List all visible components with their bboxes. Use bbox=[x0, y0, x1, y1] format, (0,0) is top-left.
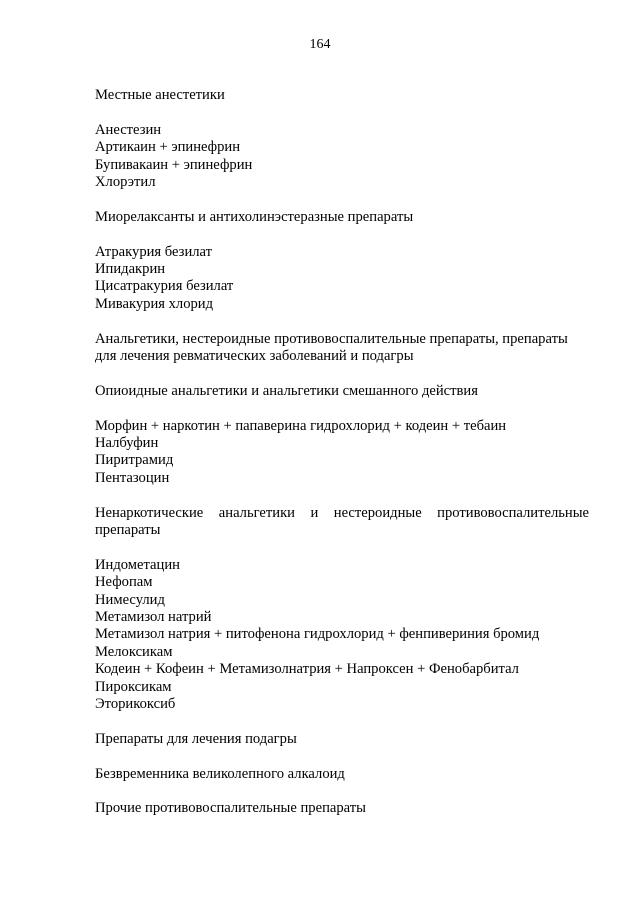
list-item: Мивакурия хлорид bbox=[95, 295, 214, 312]
page-number: 164 bbox=[309, 37, 331, 52]
list-item: Цисатракурия безилат bbox=[95, 278, 234, 295]
section-heading-line bbox=[95, 505, 589, 522]
section-heading-muscle-relaxants: Миорелаксанты и антихолинэстеразные препараты bbox=[95, 208, 414, 225]
list-item: Нимесулид bbox=[95, 591, 165, 608]
list-item: Пентазоцин bbox=[95, 469, 170, 486]
list-item: Анестезин bbox=[95, 121, 162, 138]
section-heading-line: Анальгетики, нестероидные противовоспалительные препараты, препараты bbox=[95, 330, 568, 347]
section-heading-local-anesthetics: Местные анестетики bbox=[95, 87, 225, 103]
list-item: Атракурия безилат bbox=[95, 243, 213, 260]
list-opioid-analgesics bbox=[95, 418, 589, 488]
section-heading-line: препараты bbox=[95, 522, 161, 539]
list-item: Пироксикам bbox=[95, 678, 172, 695]
list-item: Пиритрамид bbox=[95, 452, 174, 469]
list-item: Бупивакаин + эпинефрин bbox=[95, 156, 253, 173]
list-item: Метамизол натрия + питофенона гидрохлорид + фенпивериния бромид bbox=[95, 626, 540, 643]
document-content bbox=[95, 87, 589, 818]
section-heading-analgesics bbox=[95, 331, 589, 366]
list-item: Артикаин + эпинефрин bbox=[95, 139, 241, 156]
list-item: Нефопам bbox=[95, 574, 153, 591]
section-heading-opioid-analgesics: Опиоидные анальгетики и анальгетики смешанного действия bbox=[95, 382, 478, 399]
list-local-anesthetics bbox=[95, 122, 589, 192]
list-item: Мелоксикам bbox=[95, 643, 173, 660]
list-item: Эторикоксиб bbox=[95, 696, 176, 713]
section-heading-text: Ненаркотические анальгетики и нестероидные противовоспалительные bbox=[95, 504, 589, 521]
list-muscle-relaxants bbox=[95, 244, 589, 314]
list-item: Хлорэтил bbox=[95, 174, 156, 191]
list-item: Налбуфин bbox=[95, 435, 159, 452]
section-heading-colchicum: Безвременника великолепного алкалоид bbox=[95, 765, 345, 782]
list-item: Ипидакрин bbox=[95, 261, 166, 278]
section-heading-line: для лечения ревматических заболеваний и подагры bbox=[95, 348, 414, 365]
section-heading-non-narcotic bbox=[95, 505, 589, 540]
list-item: Морфин + наркотин + папаверина гидрохлорид + кодеин + тебаин bbox=[95, 417, 507, 434]
list-item: Индометацин bbox=[95, 556, 180, 573]
section-heading-gout: Препараты для лечения подагры bbox=[95, 730, 297, 747]
list-item: Метамизол натрий bbox=[95, 609, 212, 626]
section-heading-other-antiinflammatory: Прочие противовоспалительные препараты bbox=[95, 800, 366, 817]
list-item: Кодеин + Кофеин + Метамизолнатрия + Напроксен + Фенобарбитал bbox=[95, 661, 519, 678]
list-non-narcotic bbox=[95, 557, 589, 714]
